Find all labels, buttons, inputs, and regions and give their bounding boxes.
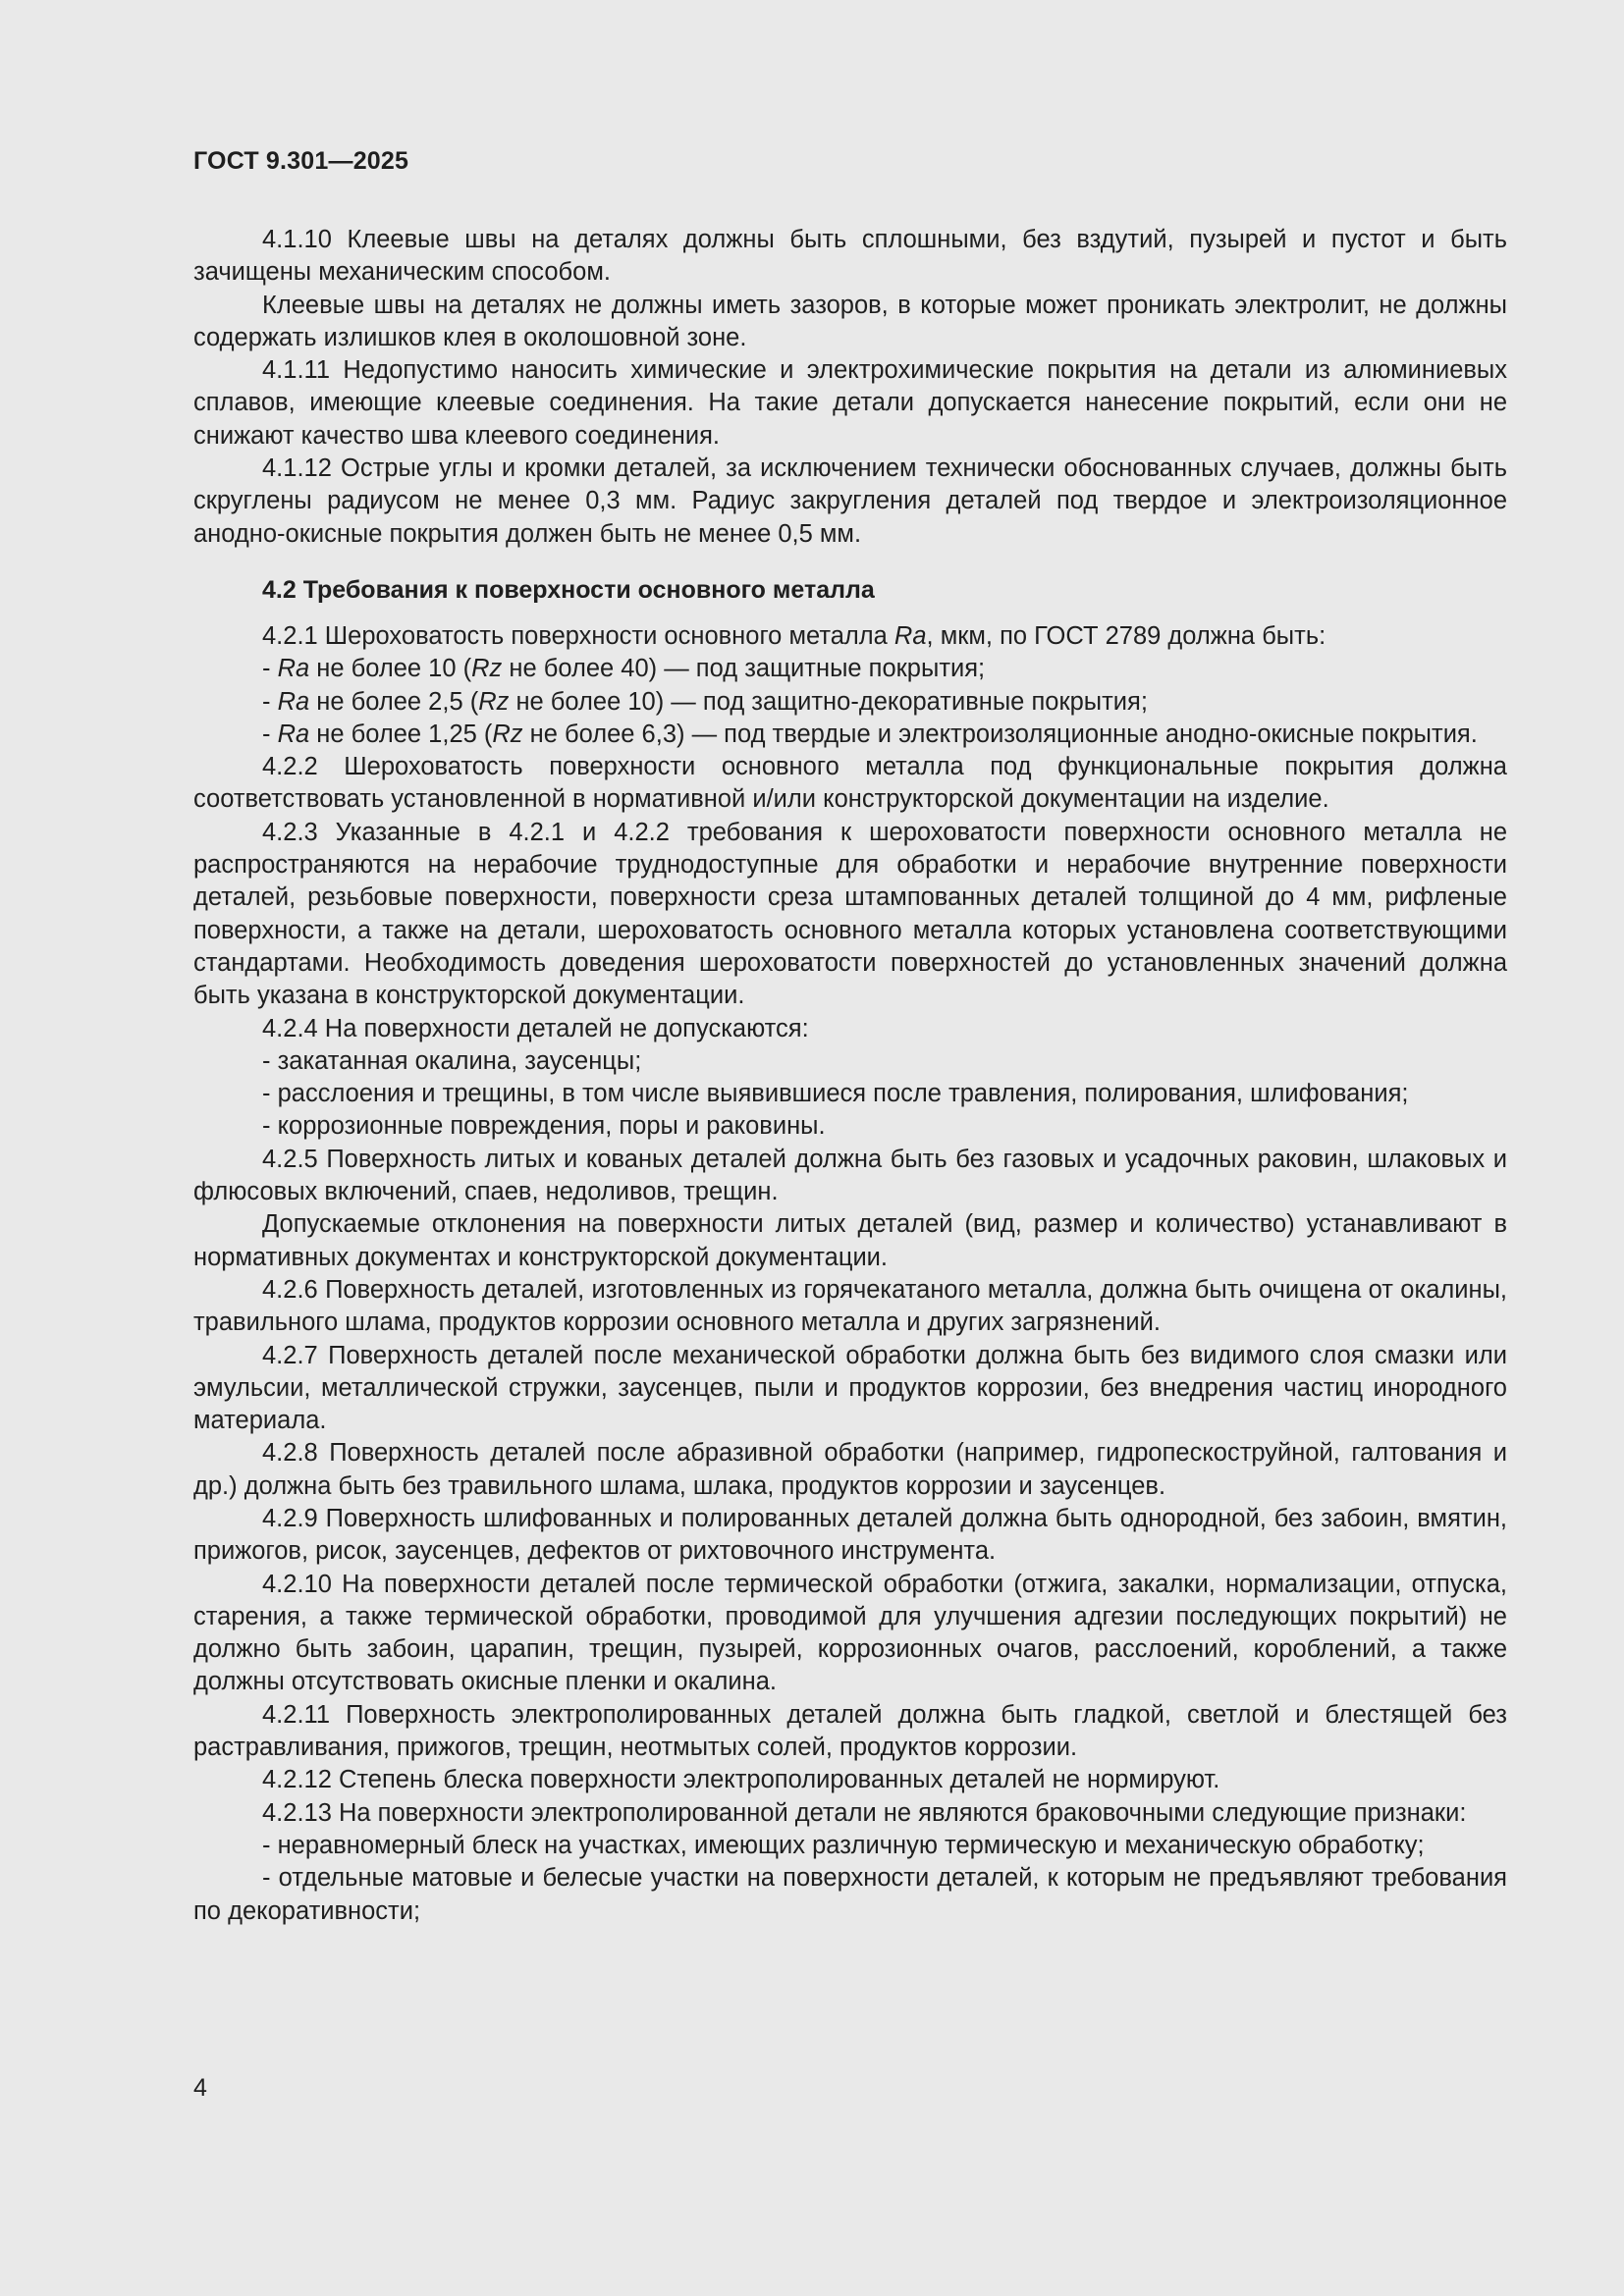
text-run: 4.2.1 Шероховатость поверхности основного металла [262, 621, 894, 650]
symbol-rz: Rz [492, 720, 523, 748]
paragraph-4-2-10: 4.2.10 На поверхности деталей после термической обработки (отжига, закалки, нормализации, отпуска, старения, а также термической обработки, проводимой для улучшения адгезии последующих покрытий) не должно быть забоин, царапин, трещин, пузырей, коррозионных очагов, расслоений, короблений, а также должны отсутствовать окисные пленки и окалина. [193, 1570, 1507, 1696]
paragraph-4-2-4: 4.2.4 На поверхности деталей не допускаются: [262, 1014, 809, 1042]
list-item-corrosion: - коррозионные повреждения, поры и раковины. [262, 1112, 826, 1141]
paragraph-4-1-11: 4.1.11 Недопустимо наносить химические и электрохимические покрытия на детали из алюминиевых сплавов, имеющие клеевые соединения. На такие детали допускается нанесение покрытий, если они не снижают качество шва клеевого соединения. [193, 356, 1507, 450]
paragraph-glue-seams: Клеевые швы на деталях не должны иметь зазоров, в которые может проникать электролит, не должны содержать излишков клея в околошовной зоне. [193, 291, 1507, 351]
paragraph-4-2-11: 4.2.11 Поверхность электрополированных деталей должна быть гладкой, светлой и блестящей без растравливания, прижогов, трещин, неотмытых солей, продуктов коррозии. [193, 1700, 1507, 1762]
text-run: не более 1,25 ( [309, 720, 493, 748]
paragraph-cast-deviations: Допускаемые отклонения на поверхности литых деталей (вид, размер и количество) устанавливают в нормативных документах и конструкторской документации. [193, 1210, 1507, 1271]
text-run: не более 6,3) — под твердые и электроизоляционные анодно-окисные покрытия. [522, 720, 1478, 748]
text-run: не более 10) — под защитно-декоративные покрытия; [509, 687, 1148, 716]
paragraph-4-1-12: 4.1.12 Острые углы и кромки деталей, за исключением технически обоснованных случаев, должны быть скруглены радиусом не менее 0,3 мм. Радиус закругления деталей под твердое и электроизоляционное анодно-окисные покрытия должен быть не менее 0,5 мм. [193, 454, 1507, 548]
section-title-4-2: 4.2 Требования к поверхности основного металла [262, 575, 875, 604]
list-dash: - [262, 655, 278, 683]
list-item-ra-1-25 [193, 719, 1507, 751]
text-run: не более 2,5 ( [309, 687, 479, 716]
symbol-ra: Ra [893, 621, 927, 650]
paragraph-4-2-5: 4.2.5 Поверхность литых и кованых деталей должна быть без газовых и усадочных раковин, шлаковых и флюсовых включений, спаев, недоливов, трещин. [193, 1145, 1507, 1206]
page-number: 4 [193, 2074, 207, 2102]
list-dash: - [262, 687, 278, 716]
paragraph-4-2-7: 4.2.7 Поверхность деталей после механической обработки должна быть без видимого слоя смазки или эмульсии, металлической стружки, заусенцев, пыли и продуктов коррозии, без внедрения частиц инородного материала. [193, 1341, 1507, 1435]
paragraph-4-1-10: 4.1.10 Клеевые швы на деталях должны быть сплошными, без вздутий, пузырей и пустот и быть зачищены механическим способом. [193, 226, 1507, 287]
paragraph-4-2-3: 4.2.3 Указанные в 4.2.1 и 4.2.2 требования к шероховатости поверхности основного металла не распространяются на нерабочие труднодоступные для обработки и нерабочие внутренние поверхности деталей, резьбовые поверхности, поверхности среза штампованных деталей толщиной до 4 мм, рифленые поверхности, а также на детали, шероховатость основного металла которых установлена соответствующими стандартами. Необходимость доведения шероховатости поверхностей до установленных значений должна быть указана в конструкторской документации. [193, 818, 1507, 1010]
list-item-matte-areas: - отдельные матовые и белесые участки на поверхности деталей, к которым не предъявляют требования по декоративности; [193, 1864, 1507, 1925]
text-run: не более 10 ( [309, 655, 472, 683]
list-item-ra-10 [193, 653, 1507, 685]
symbol-ra: Ra [277, 720, 310, 748]
paragraph-4-2-8: 4.2.8 Поверхность деталей после абразивной обработки (например, гидропескоструйной, галтования и др.) должна быть без травильного шлама, шлака, продуктов коррозии и заусенцев. [193, 1439, 1507, 1500]
symbol-ra: Ra [277, 655, 310, 683]
list-item-uneven-gloss: - неравномерный блеск на участках, имеющих различную термическую и механическую обработку; [262, 1831, 1425, 1859]
paragraph-4-2-9: 4.2.9 Поверхность шлифованных и полированных деталей должна быть однородной, без забоин, вмятин, прижогов, рисок, заусенцев, дефектов от рихтовочного инструмента. [193, 1504, 1507, 1566]
list-item-scale: - закатанная окалина, заусенцы; [262, 1046, 642, 1075]
text-run: не более 40) — под защитные покрытия; [502, 655, 986, 683]
paragraph-4-2-13: 4.2.13 На поверхности электрополированной детали не являются браковочными следующие признаки: [262, 1798, 1467, 1827]
document-header: ГОСТ 9.301—2025 [193, 147, 409, 175]
symbol-rz: Rz [478, 687, 510, 716]
symbol-rz: Rz [471, 655, 503, 683]
list-item-delamination: - расслоения и трещины, в том числе выявившиеся после травления, полирования, шлифования; [262, 1080, 1409, 1108]
symbol-ra: Ra [277, 687, 310, 716]
paragraph-4-2-1 [193, 620, 1507, 653]
paragraph-4-2-2: 4.2.2 Шероховатость поверхности основного металла под функциональные покрытия должна соответствовать установленной в нормативной и/или конструкторской документации на изделие. [193, 753, 1507, 814]
list-dash: - [262, 720, 278, 748]
list-item-ra-2-5 [193, 686, 1507, 719]
text-run: , мкм, по ГОСТ 2789 должна быть: [926, 621, 1326, 650]
document-body [193, 224, 1507, 1928]
paragraph-4-2-6: 4.2.6 Поверхность деталей, изготовленных из горячекатаного металла, должна быть очищена от окалины, травильного шлама, продуктов коррозии основного металла и других загрязнений. [193, 1275, 1507, 1337]
paragraph-4-2-12: 4.2.12 Степень блеска поверхности электрополированных деталей не нормируют. [262, 1766, 1220, 1794]
